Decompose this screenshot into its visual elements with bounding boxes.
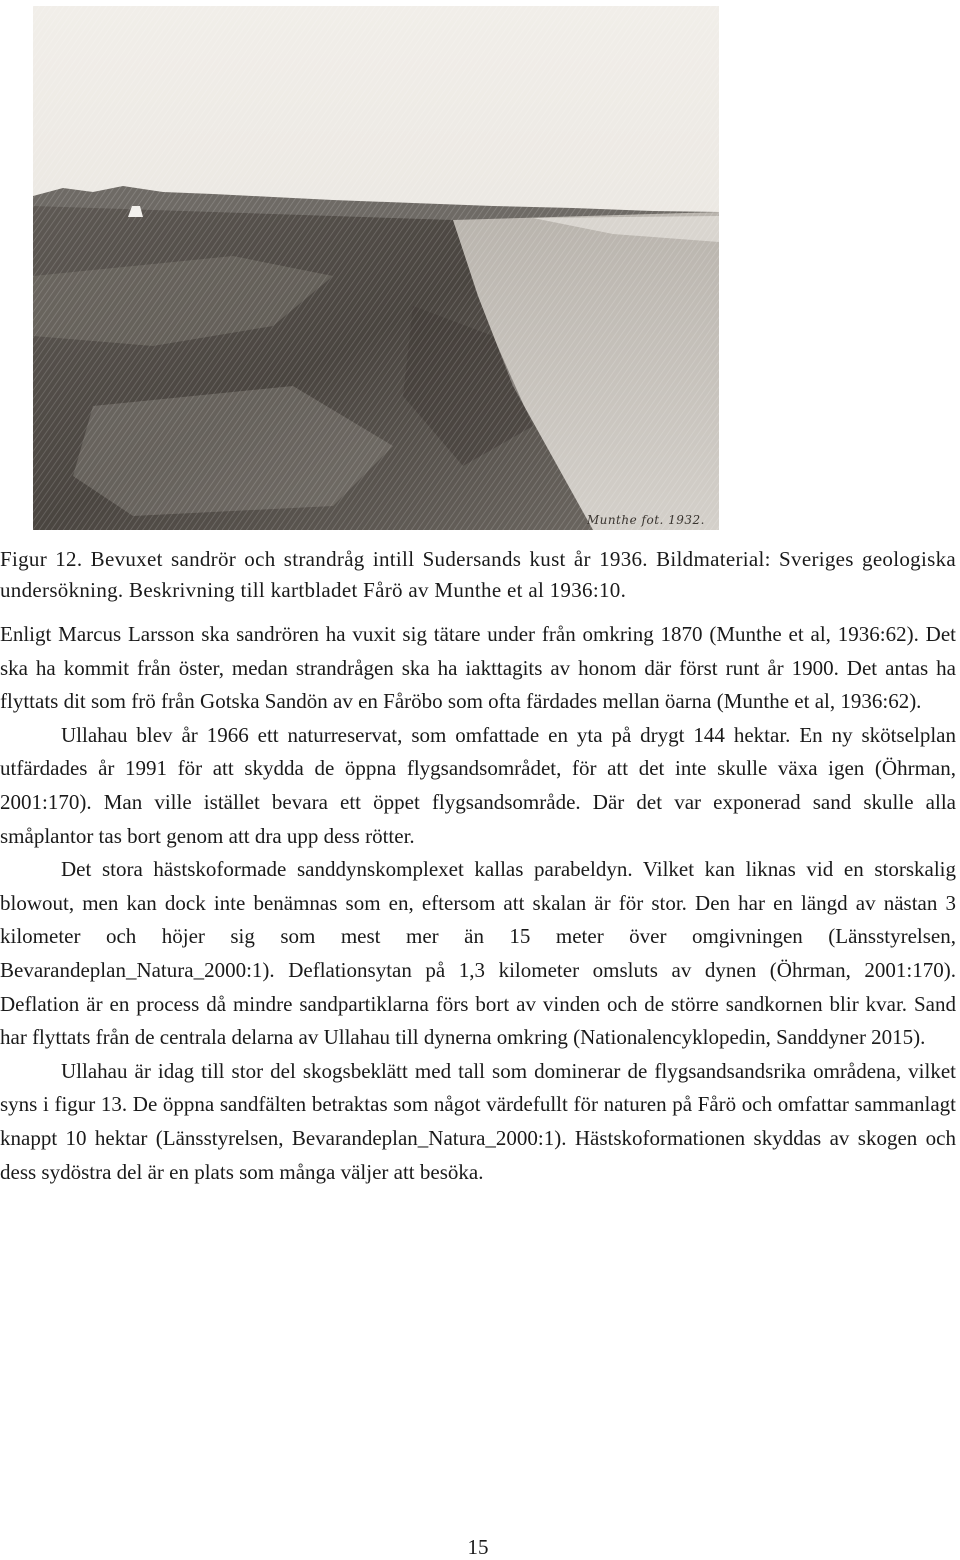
photo-credit: Munthe fot. 1932. xyxy=(586,513,705,527)
figure-caption: Figur 12. Bevuxet sandrör och strandråg intill Sudersands kust år 1936. Bildmaterial: Sveriges geologiska undersökning. Beskrivning till kartbladet Fårö av Munthe et al 1936:10. xyxy=(0,547,956,602)
paragraph: Ullahau blev år 1966 ett naturreservat, som omfattade en yta på drygt 144 hektar. En ny skötselplan utfärdades år 1991 för att skydda de öppna flygsandsområdet, för att det inte skulle växa igen (Öhrman, 2001:170). Man ville istället bevara ett öppet flygsandsområde. Där det var exponerad sand skulle alla småplantor tas bort genom att dra upp dess rötter. xyxy=(0,722,956,848)
dune-landscape-image xyxy=(33,6,719,530)
body-text xyxy=(0,618,956,1189)
figure-photo xyxy=(33,6,719,530)
paragraph: Enligt Marcus Larsson ska sandrören ha vuxit sig tätare under från omkring 1870 (Munthe et al, 1936:62). Det ska ha kommit från öster, medan strandrågen ska ha iakttagits av honom där först runt år 1900. Det antas ha flyttats dit som frö från Gotska Sandön av en Fåröbo som ofta färdades mellan öarna (Munthe et al, 1936:62). xyxy=(0,622,956,714)
page-number: 15 xyxy=(467,1535,489,1559)
paragraph: Ullahau är idag till stor del skogsbeklätt med tall som dominerar de flygsandsandsrika områdena, vilket syns i figur 13. De öppna sandfälten betraktas som något värdefullt för naturen på Fårö och omfattar sammanlagt knappt 10 hektar (Länsstyrelsen, Bevarandeplan_Natura_2000:1). Hästskoformationen skyddas av skogen och dess sydöstra del är en plats som många väljer att besöka. xyxy=(0,1058,956,1184)
paragraph: Det stora hästskoformade sanddynskomplexet kallas parabeldyn. Vilket kan liknas vid en storskalig blowout, men kan dock inte benämnas som en, eftersom att skalan är för stor. Den har en längd av nästan 3 kilometer och höjer sig som mest mer än 15 meter över omgivningen (Länsstyrelsen, Bevarandeplan_Natura_2000:1). Deflationsytan på 1,3 kilometer omsluts av dynen (Öhrman, 2001:170). Deflation är en process då mindre sandpartiklarna förs bort av vinden och de större sandkornen blir kvar. Sand har flyttats från de centrala delarna av Ullahau till dynerna omkring (Nationalencyklopedin, Sanddyner 2015). xyxy=(0,857,956,1050)
